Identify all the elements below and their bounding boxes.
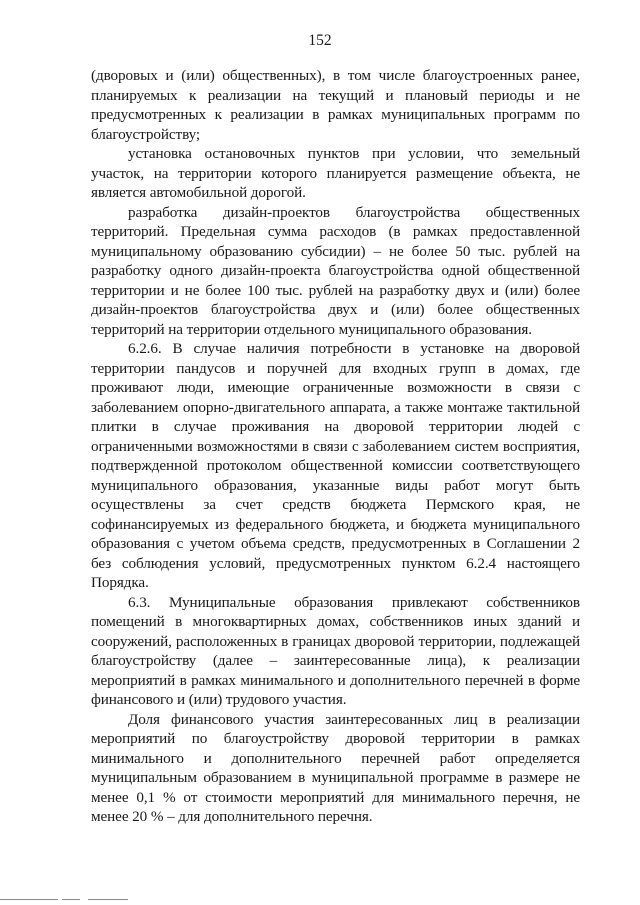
paragraph-5: 6.3. Муниципальные образования привлекают собственников помещений в многоквартирных домах, собственников иных зданий и сооружений, расположенных в границах дворовой территории, подлежащей благоустройству (далее – заинтересованные лица), к реализации мероприятий в рамках минимального и дополнительного перечней в форме финансового и (или) трудового участия. [91, 593, 580, 708]
document-body [91, 66, 580, 827]
scan-edge-line [0, 899, 58, 900]
paragraph-3: разработка дизайн-проектов благоустройства общественных территорий. Предельная сумма расходов (в рамках предоставленной муниципальному образованию субсидии) – не более 50 тыс. рублей на разработку одного дизайн-проекта благоустройства одной общественной территории и не более 100 тыс. рублей на разработку двух и (или) более дизайн-проектов благоустройства двух и (или) более общественных территорий на территории отдельного муниципального образования. [91, 203, 580, 338]
paragraph-1: (дворовых и (или) общественных), в том числе благоустроенных ранее, планируемых к реализации на текущий и плановый периоды и не предусмотренных к реализации в рамках муниципальных программ по благоустройству; [91, 67, 580, 143]
paragraph-2: установка остановочных пунктов при условии, что земельный участок, на территории которого планируется размещение объекта, не является автомобильной дорогой. [91, 145, 580, 201]
scan-edge-line [62, 899, 80, 900]
page-number: 152 [308, 32, 332, 49]
paragraph-4: 6.2.6. В случае наличия потребности в установке на дворовой территории пандусов и поручней для входных групп в домах, где проживают люди, имеющие ограниченные возможности в связи с заболеванием опорно-двигательного аппарата, а также монтаже тактильной плитки в случае проживания на дворовой территории людей с ограниченными возможностями в связи с заболеванием систем восприятия, подтвержденной протоколом общественной комиссии соответствующего муниципального образования, указанные виды работ могут быть осуществлены за счет средств бюджета Пермского края, не софинансируемых из федерального бюджета, и бюджета муниципального образования с учетом объема средств, предусмотренных в Соглашении 2 без соблюдения условий, предусмотренных пунктом 6.2.4 настоящего Порядка. [91, 340, 580, 591]
paragraph-6: Доля финансового участия заинтересованных лиц в реализации мероприятий по благоустройству дворовой территории в рамках минимального и дополнительного перечней работ определяется муниципальным образованием в муниципальной программе в размере не менее 0,1 % от стоимости мероприятий для минимального перечня, не менее 20 % – для дополнительного перечня. [91, 710, 580, 825]
scan-edge-line [88, 899, 128, 900]
